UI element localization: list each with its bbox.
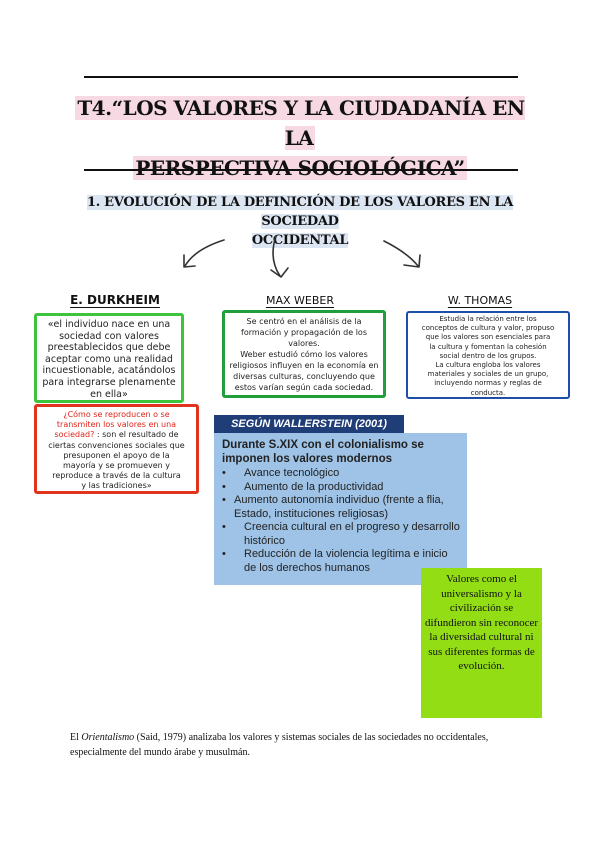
wallerstein-lead: Durante S.XIX con el colonialismo se imponen los valores modernos [222,439,424,465]
durkheim-line: en ella» [90,388,128,400]
durkheim-line: aceptar como una realidad [45,353,173,365]
durkheim-quote-box [34,313,184,403]
section-heading-line1: 1. EVOLUCIÓN DE LA DEFINICIÓN DE LOS VALORES EN LA SOCIEDAD [86,195,514,229]
arrow-middle [273,236,280,276]
durkheim-question-box [34,404,199,494]
weber-line: formación y propagación de los [241,328,367,337]
answer-line: ciertas convenciones sociales que [48,440,185,450]
weber-line: Se centró en el análisis de la [246,317,362,326]
question-answer-start: : son el resultado de [94,430,179,440]
thomas-line: conducta. [470,388,506,397]
question-red-text: sociedad? [54,430,95,440]
durkheim-line: «el individuo nace en una [47,319,171,330]
orientalismo-paragraph [70,730,540,760]
wallerstein-item: • Reducción de la violencia legítima e inicio de los derechos humanos [222,548,461,575]
answer-line: mayoría y se promueven y [62,461,171,471]
question-line: ¿Cómo se reproducen o se [63,410,170,419]
weber-line: Weber estudió cómo los valores [240,350,368,359]
thomas-line: social dentro de los grupos. [439,351,537,360]
arrow-middle-head [271,268,288,277]
durkheim-line: preestablecidos que debe [47,342,171,354]
branch-arrows [0,0,600,300]
question-line: transmiten los valores en una [56,420,177,430]
section-heading-line2: OCCIDENTAL [251,233,349,248]
answer-line: y las tradiciones» [81,481,152,491]
weber-line: estos varían según cada sociedad. [234,383,374,392]
thomas-box [406,311,570,399]
wallerstein-item: • Avance tecnológico [222,467,461,481]
wallerstein-item: • Aumento de la productividad [222,481,461,495]
thomas-line: conceptos de cultura y valor, propuso [421,324,555,333]
wallerstein-item: • Creencia cultural en el progreso y desarrollo histórico [222,521,461,548]
wallerstein-title: SEGÚN WALLERSTEIN (2001) [214,415,404,433]
thomas-line: Estudia la relación entre los [439,315,537,323]
durkheim-line: para integrarse plenamente [42,376,176,388]
arrow-left [185,240,224,266]
thomas-line: La cultura engloba los valores [435,361,541,370]
diversity-note: Valores como el universalismo y la civilización se difundieron sin reconocer la diversidad cultural ni sus diferentes formas de evolución. [421,568,542,718]
wallerstein-item: • Aumento autonomía individuo (frente a flia, Estado, instituciones religiosas) [222,494,461,521]
weber-line: valores. [288,339,320,348]
page-title-line2: PERSPECTIVA SOCIOLÓGICA” [135,156,465,180]
question-line-3 [39,430,194,440]
heading-thomas: W. THOMAS [447,294,513,307]
answer-line: reproduce a través de la cultura [52,471,181,481]
wallerstein-list [222,467,461,575]
thomas-line: la cultura y fomentan la cohesión [429,342,547,351]
thomas-line: materiales y sociales de un grupo, [427,370,549,379]
thomas-line: incluyendo normas y reglas de [434,379,542,388]
page-title-line1: T4.“LOS VALORES Y LA CIUDADANÍA EN LA [77,96,525,150]
footer-italic: Orientalismo [81,732,135,743]
thomas-line: que los valores son esenciales para [425,333,551,342]
heading-durkheim: E. DURKHEIM [70,293,160,307]
weber-line: diversas culturas, concluyendo que [233,372,375,381]
weber-box [222,310,386,398]
footer-post: (Said, 1979) analizaba los valores y sistemas sociales de las sociedades no occidentales, especialmente del mundo árabe y musulmán. [70,732,489,758]
arrow-right [384,241,418,266]
footer-pre: El [70,732,82,743]
durkheim-line: sociedad con valores [59,330,159,342]
answer-line: presuponen el apoyo de la [63,450,170,460]
durkheim-line: incuestionable, acatándolos [42,365,176,377]
heading-weber: MAX WEBER [265,294,334,307]
wallerstein-box [214,433,467,585]
weber-line: religiosos influyen en la economía en [229,361,379,370]
